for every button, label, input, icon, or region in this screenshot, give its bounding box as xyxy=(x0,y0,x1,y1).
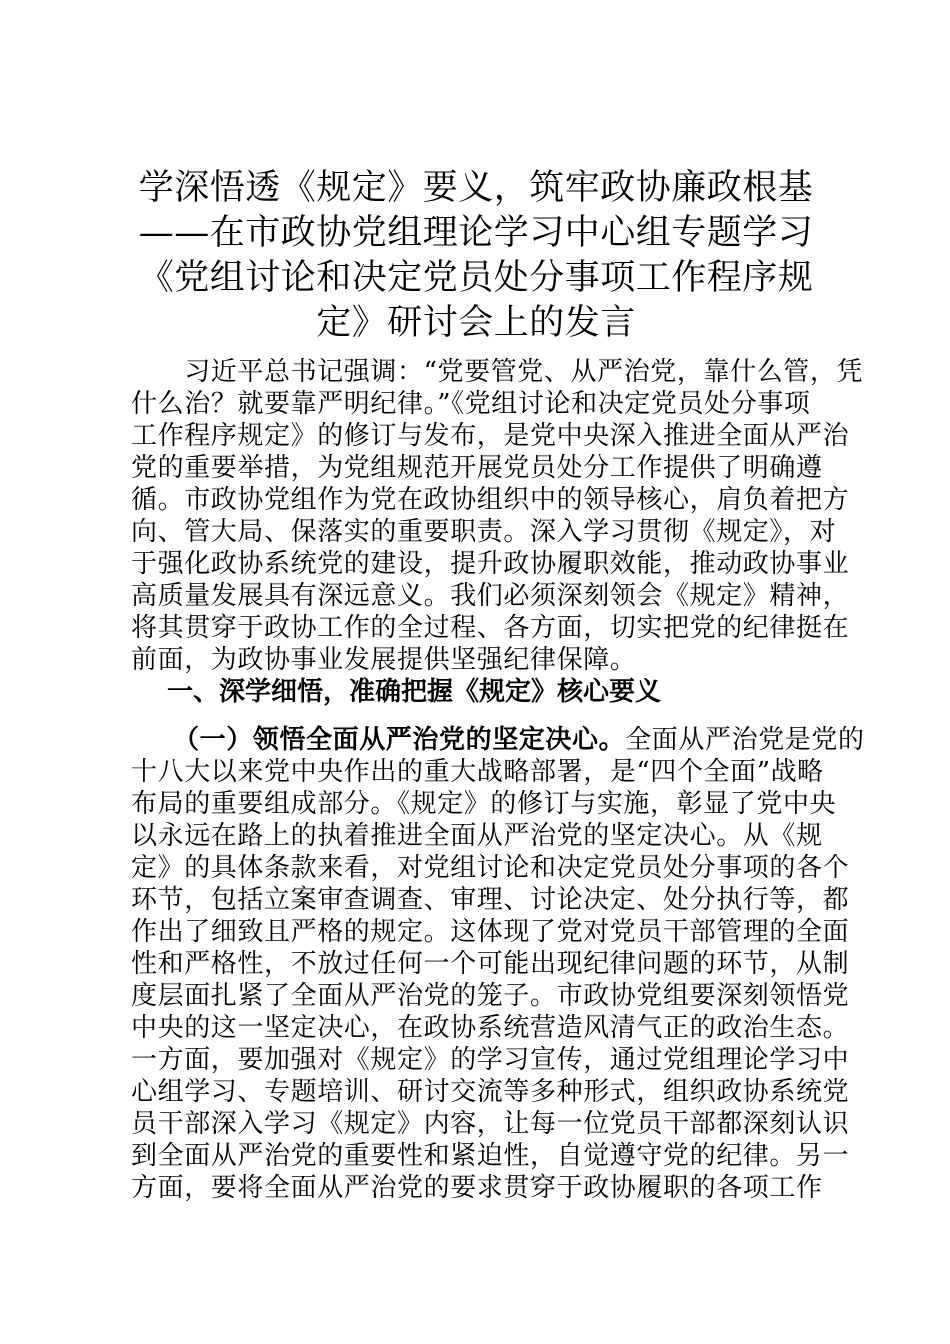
text-line: 作出了细致且严格的规定。这体现了党对党员干部管理的全面 xyxy=(131,917,850,947)
text-line: 党的重要举措，为党组规范开展党员处分工作提供了明确遵 xyxy=(131,453,823,483)
text-line: 性和严格性，不放过任何一个可能出现纪律问题的环节，从制 xyxy=(131,949,850,979)
section-heading: 一、深学细悟，准确把握《规定》核心要义 xyxy=(167,677,662,707)
text-line: 什么治？就要靠严明纪律。”《党组讨论和决定党员处分事项 xyxy=(131,389,811,419)
text-line: 向、管大局、保落实的重要职责。深入学习贯彻《规定》，对 xyxy=(131,517,837,547)
title-line: 学深悟透《规定》要义，筑牢政协廉政根基 xyxy=(138,168,814,208)
text-line xyxy=(131,724,865,756)
text-line: 方面，要将全面从严治党的要求贯穿于政协履职的各项工作 xyxy=(131,1173,823,1203)
text-line: 习近平总书记强调：“党要管党、从严治党，靠什么管，凭 xyxy=(131,357,864,387)
text-line: 高质量发展具有深远意义。我们必须深刻领会《规定》精神， xyxy=(131,581,850,611)
title-line: 定》研讨会上的发言 xyxy=(316,303,636,343)
subsection-paragraph xyxy=(131,724,865,1204)
subsection-lead: （一）领悟全面从严治党的坚定决心。 xyxy=(173,725,626,755)
text-line: 工作程序规定》的修订与发布，是党中央深入推进全面从严治 xyxy=(131,421,850,451)
text-line: 员干部深入学习《规定》内容，让每一位党员干部都深刻认识 xyxy=(131,1109,850,1139)
text-line: 环节，包括立案审查调查、审理、讨论决定、处分执行等，都 xyxy=(131,885,850,915)
text-line: 将其贯穿于政协工作的全过程、各方面，切实把党的纪律挺在 xyxy=(131,613,850,643)
text-line: 度层面扎紧了全面从严治党的笼子。市政协党组要深刻领悟党 xyxy=(131,981,850,1011)
text-line: 前面，为政协事业发展提供坚强纪律保障。 xyxy=(131,645,637,675)
text-line: 到全面从严治党的重要性和紧迫性，自觉遵守党的纪律。另一 xyxy=(131,1141,850,1171)
text-line: 中央的这一坚定决心，在政协系统营造风清气正的政治生态。 xyxy=(131,1013,850,1043)
text-line: 布局的重要组成部分。《规定》的修订与实施，彰显了党中央 xyxy=(131,789,837,819)
text-line: 于强化政协系统党的建设，提升政协履职效能，推动政协事业 xyxy=(131,549,850,579)
text-line: 定》的具体条款来看，对党组讨论和决定党员处分事项的各个 xyxy=(131,853,850,883)
subsection-lead-rest: 全面从严治党是党的 xyxy=(625,725,865,755)
text-line: 心组学习、专题培训、研讨交流等多种形式，组织政协系统党 xyxy=(131,1077,850,1107)
title-line: 《党组讨论和决定党员处分事项工作程序规 xyxy=(138,258,814,298)
title-line: ——在市政协党组理论学习中心组专题学习 xyxy=(138,213,814,253)
intro-paragraph xyxy=(131,356,864,676)
text-line: 以永远在路上的执着推进全面从严治党的坚定决心。从《规 xyxy=(131,821,823,851)
text-line: 十八大以来党中央作出的重大战略部署，是“四个全面”战略 xyxy=(131,757,824,787)
text-line: 循。市政协党组作为党在政协组织中的领导核心，肩负着把方 xyxy=(131,485,850,515)
document-title xyxy=(120,166,832,346)
text-line: 一方面，要加强对《规定》的学习宣传，通过党组理论学习中 xyxy=(131,1045,850,1075)
